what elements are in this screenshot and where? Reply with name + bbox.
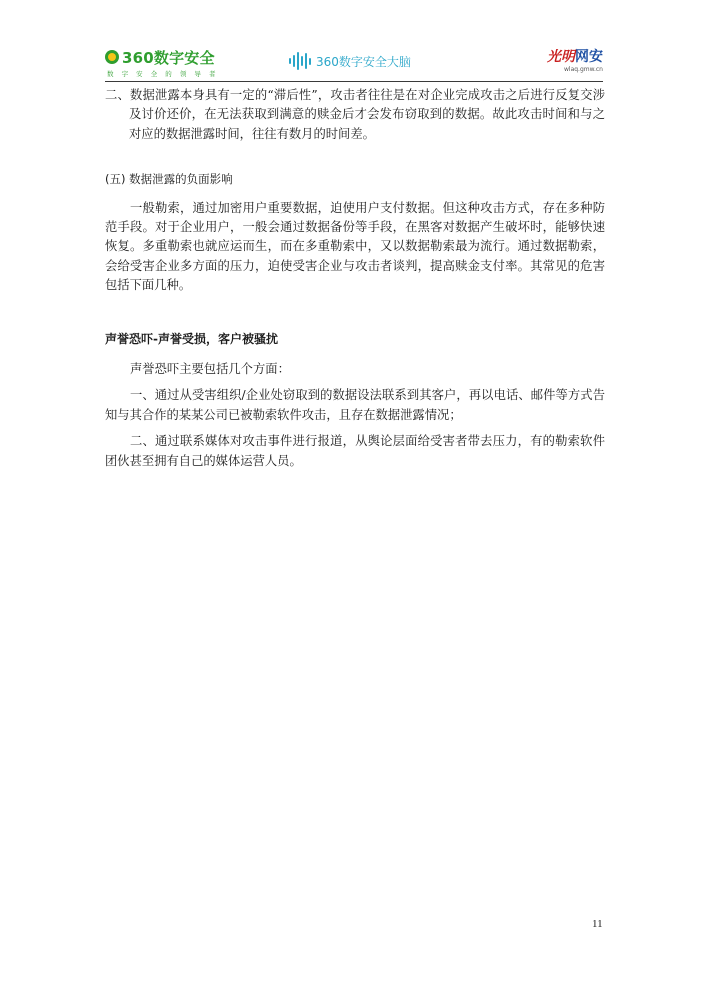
right-brand-url: wlaq.gmw.cn (564, 66, 603, 73)
reputation-item-2: 二、通过联系媒体对攻击事件进行报道，从舆论层面给受害者带去压力，有的勒索软件团伙甚至拥有自己的媒体运营人员。 (105, 434, 605, 468)
360-security-brain-logo (289, 52, 411, 70)
reputation-intro: 声誉恐吓主要包括几个方面： (130, 362, 290, 377)
page-number: 11 (592, 918, 603, 930)
sound-wave-icon (289, 52, 311, 70)
360-logo-icon (105, 50, 119, 64)
reputation-heading: 声誉恐吓-声誉受损，客户被骚扰 (105, 331, 278, 346)
intro-paragraph: 二、数据泄露本身具有一定的“滞后性”，攻击者往往是在对企业完成攻击之后进行反复交涉及讨价还价，在无法获取到满意的赎金后才会发布窃取到的数据。故此攻击时间和与之对应的数据泄露时间，往往有数月的时间差。 (105, 88, 605, 141)
360-digital-security-logo (105, 48, 235, 80)
center-brand-name: 360数字安全大脑 (316, 54, 411, 69)
document-body (105, 86, 605, 471)
section-5-heading: (五) 数据泄露的负面影响 (105, 172, 233, 187)
right-brand-script: 光明 (547, 49, 575, 65)
left-brand-name: 360数字安全 (122, 48, 215, 67)
gmw-security-logo (537, 48, 603, 80)
left-brand-slogan: 数 字 安 全 的 领 导 者 (107, 70, 219, 78)
reputation-item-1: 一、通过从受害组织/企业处窃取到的数据设法联系到其客户，再以电话、邮件等方式告知与其合作的某某公司已被勒索软件攻击，且存在数据泄露情况； (105, 388, 605, 422)
section-5-paragraph: 一般勒索，通过加密用户重要数据，迫使用户支付数据。但这种攻击方式，存在多种防范手段。对于企业用户，一般会通过数据备份等手段，在黑客对数据产生破坏时，能够快速恢复。多重勒索也就应运而生，而在多重勒索中，又以数据勒索最为流行。通过数据勒索，会给受害企业多方面的压力，迫使受害企业与攻击者谈判，提高赎金支付率。其常见的危害包括下面几种。 (105, 200, 605, 293)
header-divider (105, 81, 603, 82)
page-header (105, 46, 603, 84)
right-brand-box: 网安 (575, 49, 603, 65)
